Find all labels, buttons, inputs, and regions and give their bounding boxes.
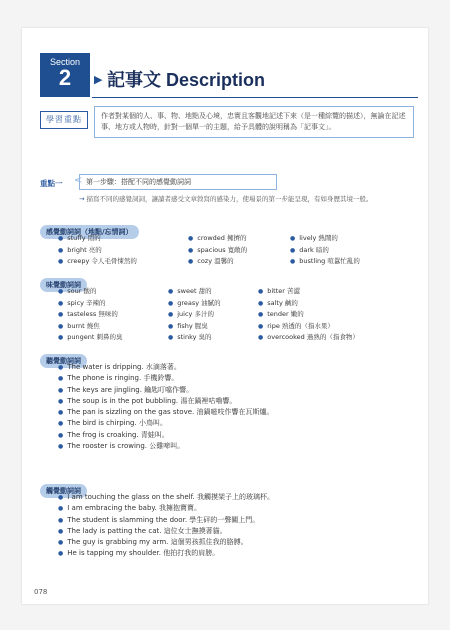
vocab-item bbox=[188, 245, 247, 257]
sentence-list-touch bbox=[58, 492, 274, 560]
bullet-icon: ● bbox=[188, 246, 194, 254]
vocab-item bbox=[58, 256, 137, 268]
bullet-icon: ● bbox=[168, 311, 174, 318]
vocab-column bbox=[58, 286, 122, 344]
sentence-item bbox=[58, 503, 274, 514]
bullet-icon: ● bbox=[258, 334, 264, 341]
vocab-text: fishy 腥臭 bbox=[177, 321, 208, 330]
sentence-list-hearing bbox=[58, 362, 273, 452]
vocab-item bbox=[258, 321, 359, 333]
sentence-item bbox=[58, 537, 274, 548]
bullet-icon: ● bbox=[168, 334, 174, 341]
sentence-text: The frog is croaking. 青蛙叫。 bbox=[67, 430, 169, 439]
bullet-icon: ● bbox=[188, 235, 194, 242]
sentence-item bbox=[58, 430, 273, 441]
vocab-item bbox=[188, 233, 247, 245]
vocab-text: juicy 多汁的 bbox=[177, 310, 214, 318]
bullet-icon: ● bbox=[58, 299, 64, 307]
sentence-text: The bird is chirping. 小鳥叫。 bbox=[67, 419, 167, 428]
book-page bbox=[22, 28, 428, 604]
bullet-icon: ● bbox=[188, 258, 194, 265]
sentence-text: The keys are jingling. 鑰匙叮噹作響。 bbox=[67, 385, 194, 394]
title-arrow-icon: ▶ bbox=[94, 73, 103, 86]
vocab-text: sweet 甜的 bbox=[177, 287, 212, 295]
sentence-item bbox=[58, 385, 273, 396]
vocab-text: sour 酸的 bbox=[67, 287, 97, 295]
bullet-icon: ● bbox=[168, 322, 174, 330]
sentence-item bbox=[58, 373, 273, 384]
sentence-text: The soup is in the pot bubbling. 湯在鍋裡咕嚕響。 bbox=[67, 396, 237, 405]
focus-point-label: 重點一 bbox=[40, 179, 63, 188]
vocab-item bbox=[290, 256, 360, 268]
sentence-item bbox=[58, 492, 274, 503]
vocab-text: stinky 臭的 bbox=[177, 333, 212, 341]
vocab-item bbox=[258, 332, 359, 344]
bullet-icon: ● bbox=[58, 527, 64, 535]
study-focus-label: 學習重點 bbox=[40, 111, 88, 129]
vocab-text: tender 嫩的 bbox=[267, 310, 304, 318]
vocab-text: salty 鹹的 bbox=[267, 298, 298, 307]
bullet-icon: ● bbox=[58, 258, 64, 265]
sentence-text: The phone is ringing. 手機鈴響。 bbox=[67, 374, 179, 383]
bullet-icon: ● bbox=[58, 235, 64, 242]
sentence-text: The lady is patting the cat. 這位女士撫摸著貓。 bbox=[67, 526, 227, 535]
vocab-item bbox=[58, 286, 122, 298]
sentence-item bbox=[58, 441, 273, 452]
vocab-column bbox=[58, 233, 137, 268]
sentence-item bbox=[58, 396, 273, 407]
bullet-icon: ● bbox=[58, 386, 64, 394]
sentence-text: He is tapping my shoulder. 他拍打我的肩膀。 bbox=[67, 549, 220, 558]
bullet-icon: ● bbox=[58, 550, 64, 558]
vocab-item bbox=[58, 245, 137, 257]
vocab-item bbox=[290, 233, 360, 245]
vocab-item bbox=[290, 245, 360, 257]
category-label: 味覺動詞詞 bbox=[40, 278, 87, 292]
vocab-text: creepy 令人毛骨悚然的 bbox=[67, 257, 137, 265]
focus-point-note bbox=[79, 194, 409, 204]
vocab-item bbox=[168, 321, 221, 333]
vocab-item bbox=[168, 298, 221, 310]
section-badge bbox=[40, 53, 90, 97]
bullet-icon: ● bbox=[258, 311, 264, 318]
vocab-item bbox=[58, 298, 122, 310]
vocab-column bbox=[188, 233, 247, 268]
sentence-item bbox=[58, 418, 273, 429]
vocab-text: crowded 擁擠的 bbox=[197, 234, 247, 242]
bullet-icon: ● bbox=[168, 288, 174, 295]
page-number: 078 bbox=[34, 588, 48, 596]
bullet-icon: ● bbox=[58, 409, 64, 417]
vocab-item bbox=[168, 286, 221, 298]
sentence-text: I am embracing the baby. 我擁抱寶寶。 bbox=[67, 504, 201, 513]
title-divider bbox=[92, 97, 418, 98]
vocab-text: tasteless 無味的 bbox=[67, 310, 118, 318]
sentence-item bbox=[58, 526, 274, 537]
sentence-item bbox=[58, 515, 274, 526]
page-title: 記事文 Description bbox=[107, 70, 266, 90]
vocab-text: cozy 溫馨的 bbox=[197, 257, 234, 265]
bullet-icon: ● bbox=[58, 494, 64, 501]
bullet-icon: ● bbox=[290, 258, 296, 265]
sentence-item bbox=[58, 548, 274, 559]
vocab-text: spicy 辛辣的 bbox=[67, 298, 106, 307]
vocab-column bbox=[168, 286, 221, 344]
category-label: 感覺動詞詞（地點/忘情詞） bbox=[40, 225, 139, 239]
bullet-icon: ● bbox=[58, 516, 64, 524]
vocab-item bbox=[258, 298, 359, 310]
vocab-text: bright 亮的 bbox=[67, 245, 102, 254]
sentence-text: The rooster is crowing. 公雞啼叫。 bbox=[67, 442, 185, 451]
vocab-text: bitter 苦澀 bbox=[267, 287, 301, 295]
vocab-item bbox=[258, 309, 359, 321]
bullet-icon: ● bbox=[58, 375, 64, 383]
sentence-text: The pan is sizzling on the gas stove. 油鍋嗞吱作響在瓦斯爐。 bbox=[67, 408, 274, 417]
bullet-icon: ● bbox=[58, 397, 64, 405]
vocab-item bbox=[258, 286, 359, 298]
sentence-item bbox=[58, 362, 273, 373]
vocab-text: pungent 刺鼻的臭 bbox=[67, 333, 123, 341]
vocab-text: burnt 燒焦 bbox=[67, 321, 100, 330]
vocab-item bbox=[58, 233, 137, 245]
vocab-item bbox=[168, 332, 221, 344]
bullet-icon: ● bbox=[290, 235, 296, 242]
vocab-item bbox=[58, 309, 122, 321]
vocab-item bbox=[168, 309, 221, 321]
bullet-icon: ● bbox=[58, 246, 64, 254]
vocab-text: greasy 油膩的 bbox=[177, 298, 221, 307]
vocab-text: stuffy 悶的 bbox=[67, 234, 101, 242]
vocab-text: ripe 熟透的（指水果） bbox=[267, 321, 334, 330]
study-focus-text: 作者對某個的人、事、物、地點及心境，忠實且客觀地記述下來（是一種綜覽的描述），無論在記述事、地方或人物時，針對一個單一的主題，給予具體的說明稱為「記事文」。 bbox=[94, 106, 414, 138]
category-label: 觸覺動詞詞 bbox=[40, 484, 87, 498]
vocab-text: lively 熱鬧的 bbox=[299, 234, 338, 242]
sentence-item bbox=[58, 407, 273, 418]
vocab-text: bustling 喧囂忙亂的 bbox=[299, 257, 360, 265]
bullet-icon: ● bbox=[58, 364, 64, 371]
vocab-text: dark 暗的 bbox=[299, 245, 329, 254]
bullet-icon: ● bbox=[58, 505, 64, 513]
bullet-icon: ● bbox=[58, 420, 64, 428]
sentence-text: The guy is grabbing my arm. 這個男孩抓住我的胳膊。 bbox=[67, 538, 248, 547]
section-word: Section bbox=[49, 57, 81, 67]
chevron-left-icon: < bbox=[74, 175, 83, 186]
vocab-text: spacious 寬敞的 bbox=[197, 245, 248, 254]
vocab-item bbox=[188, 256, 247, 268]
vocab-text: overcooked 過熟的（指食物） bbox=[267, 333, 359, 341]
sentence-text: I am touching the glass on the shelf. 我觸摸架子上的玻璃杯。 bbox=[67, 493, 274, 501]
sentence-text: The water is dripping. 水滴落著。 bbox=[67, 363, 181, 371]
focus-point-heading: 第一步驟：搭配不同的感覺動詞詞 bbox=[79, 174, 277, 190]
bullet-icon: ● bbox=[58, 288, 64, 295]
section-number: 2 bbox=[58, 65, 72, 90]
bullet-icon: ● bbox=[58, 334, 64, 341]
vocab-column bbox=[258, 286, 359, 344]
bullet-icon: ● bbox=[168, 299, 174, 307]
bullet-icon: ● bbox=[258, 299, 264, 307]
bullet-icon: ● bbox=[58, 539, 64, 547]
bullet-icon: ● bbox=[58, 311, 64, 318]
arrow-right-icon: → bbox=[79, 195, 87, 203]
vocab-item bbox=[58, 332, 122, 344]
bullet-icon: ● bbox=[258, 288, 264, 295]
vocab-item bbox=[58, 321, 122, 333]
bullet-icon: ● bbox=[290, 246, 296, 254]
focus-note-text: 描寫不同的感覺詞詞，讓讀者感受文章敘寫的感染力，使場景的第一步能呈現，有如身歷其境一般。 bbox=[86, 195, 373, 203]
sentence-text: The student is slamming the door. 學生砰的一聲關上門。 bbox=[67, 515, 260, 524]
category-label: 聽覺動詞詞 bbox=[40, 354, 87, 368]
bullet-icon: ● bbox=[58, 431, 64, 439]
bullet-icon: ● bbox=[58, 443, 64, 451]
bullet-icon: ● bbox=[58, 322, 64, 330]
bullet-icon: ● bbox=[258, 322, 264, 330]
vocab-column bbox=[290, 233, 360, 268]
